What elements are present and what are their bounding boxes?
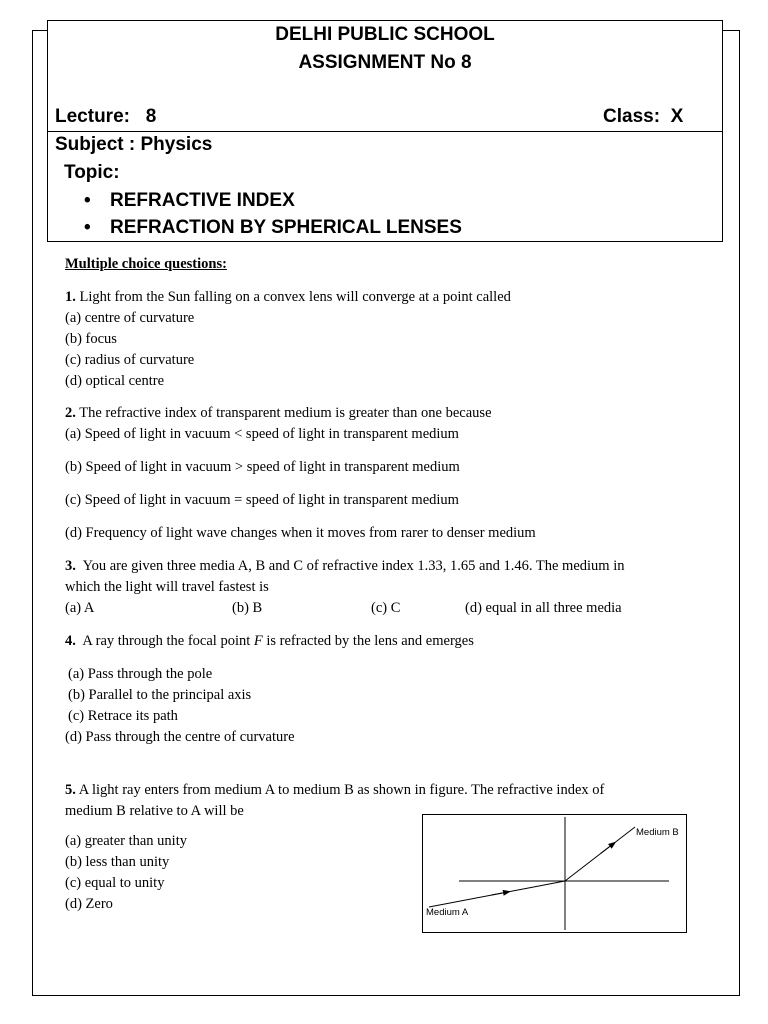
option: (b) focus bbox=[65, 331, 117, 347]
medium-a-label: Medium A bbox=[426, 907, 469, 918]
topic-label: Topic: bbox=[64, 162, 120, 183]
class-label: Class: X bbox=[603, 106, 684, 127]
option: (b) B bbox=[232, 600, 263, 616]
option: (b) less than unity bbox=[65, 854, 170, 870]
question-4: 4. A ray through the focal point F is refracted by the lens and emerges bbox=[65, 633, 474, 649]
refracted-arrow-icon bbox=[601, 844, 613, 853]
option: (b) Speed of light in vacuum > speed of light in transparent medium bbox=[65, 459, 460, 475]
lecture-number: Lecture: 8 bbox=[55, 106, 157, 127]
question-2: 2. The refractive index of transparent medium is greater than one because bbox=[65, 405, 492, 421]
option: (d) optical centre bbox=[65, 373, 165, 389]
bullet-icon: • bbox=[84, 190, 91, 211]
topic-item: • REFRACTIVE INDEX bbox=[84, 190, 295, 211]
refraction-figure bbox=[422, 814, 687, 933]
topic-item: • REFRACTION BY SPHERICAL LENSES bbox=[84, 217, 462, 238]
assignment-title: ASSIGNMENT No 8 bbox=[298, 52, 472, 73]
option: (c) equal to unity bbox=[65, 875, 165, 891]
medium-b-label: Medium B bbox=[636, 827, 679, 838]
header-divider bbox=[48, 131, 722, 132]
mcq-heading: Multiple choice questions: bbox=[65, 256, 227, 272]
option: (c) Retrace its path bbox=[68, 708, 178, 724]
option: (c) C bbox=[371, 600, 401, 616]
option: (a) Pass through the pole bbox=[68, 666, 213, 682]
header-box bbox=[47, 20, 723, 242]
bullet-icon: • bbox=[84, 217, 91, 238]
question-5-continued: medium B relative to A will be bbox=[65, 803, 244, 819]
option: (c) Speed of light in vacuum = speed of light in transparent medium bbox=[65, 492, 459, 508]
school-name: DELHI PUBLIC SCHOOL bbox=[275, 24, 495, 45]
question-1: 1. Light from the Sun falling on a convex lens will converge at a point called bbox=[65, 289, 511, 305]
question-5: 5. A light ray enters from medium A to medium B as shown in figure. The refractive index of bbox=[65, 782, 605, 798]
option: (c) radius of curvature bbox=[65, 352, 195, 368]
incident-arrow-icon bbox=[491, 892, 507, 895]
option: (d) Zero bbox=[65, 896, 113, 912]
question-3: 3. You are given three media A, B and C of refractive index 1.33, 1.65 and 1.46. The medium in bbox=[65, 558, 625, 574]
refracted-ray bbox=[565, 827, 635, 881]
option: (a) Speed of light in vacuum < speed of light in transparent medium bbox=[65, 426, 459, 442]
option: (d) Frequency of light wave changes when it moves from rarer to denser medium bbox=[65, 525, 536, 541]
question-3-continued: which the light will travel fastest is bbox=[65, 579, 269, 595]
option: (b) Parallel to the principal axis bbox=[68, 687, 252, 703]
option: (d) Pass through the centre of curvature bbox=[65, 729, 295, 745]
option: (d) equal in all three media bbox=[465, 600, 622, 616]
option: (a) centre of curvature bbox=[65, 310, 195, 326]
option: (a) greater than unity bbox=[65, 833, 187, 849]
option: (a) A bbox=[65, 600, 95, 616]
subject-label: Subject : Physics bbox=[55, 134, 213, 155]
